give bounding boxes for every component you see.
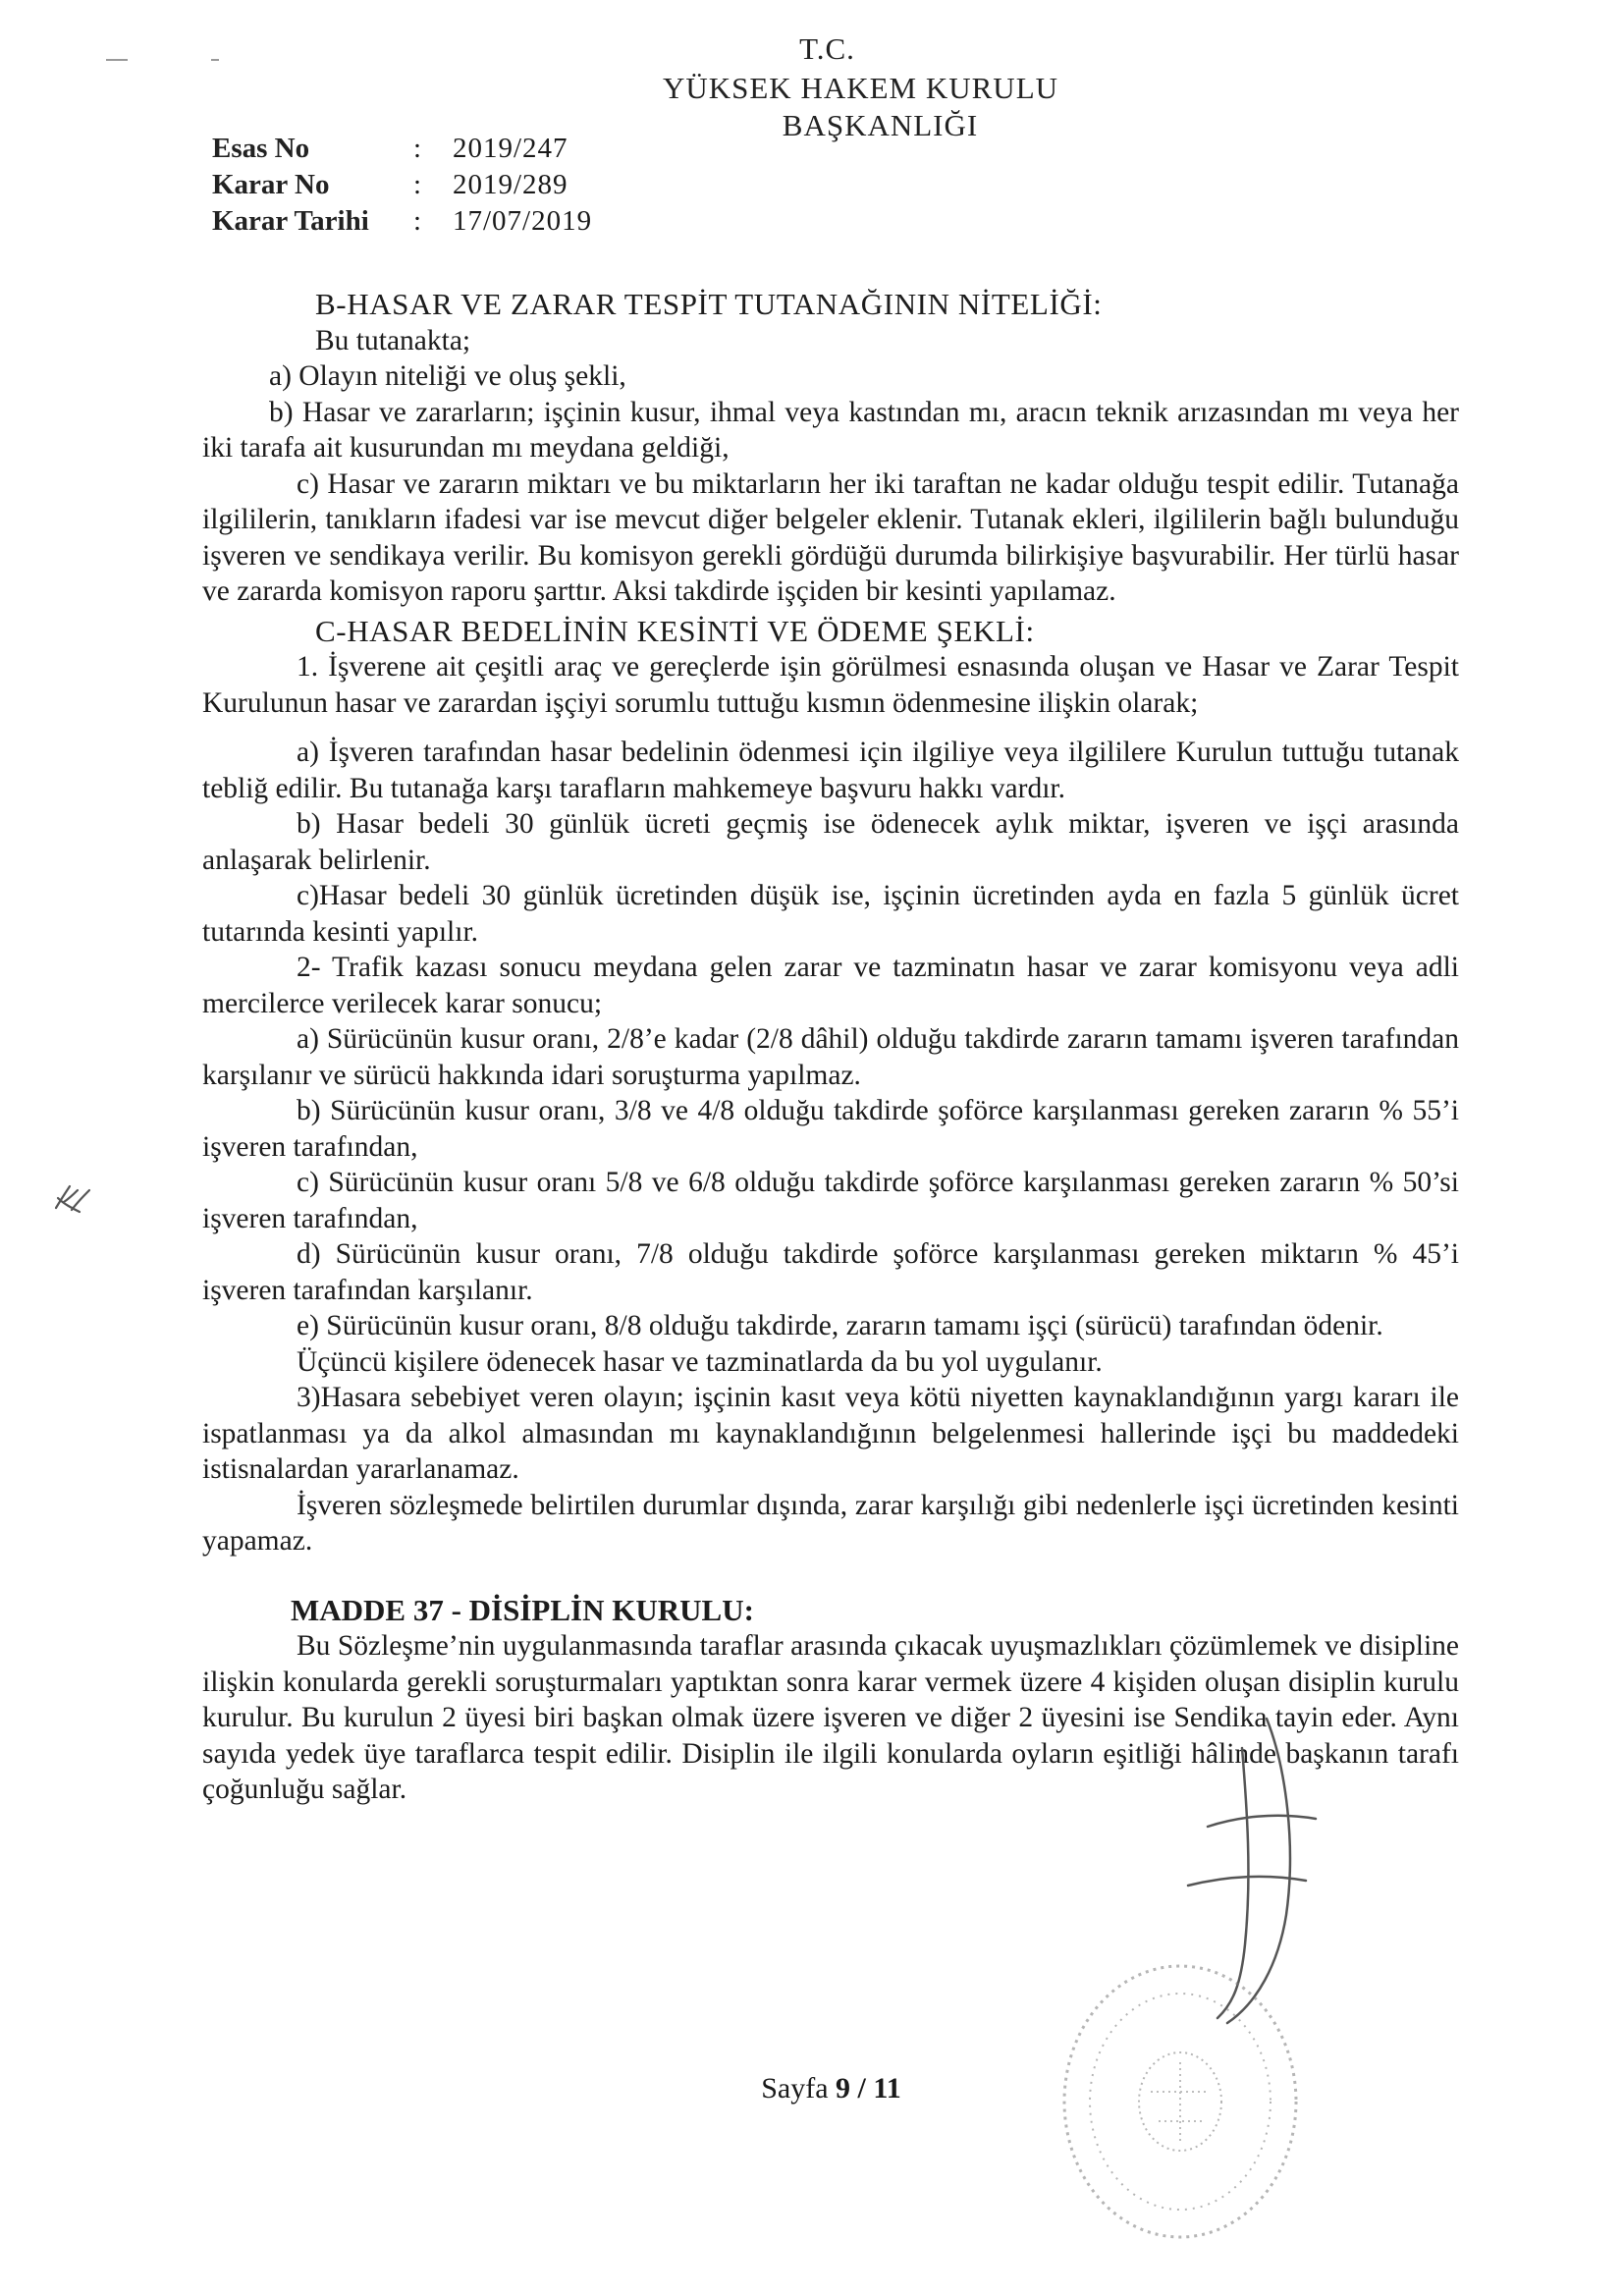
paragraph: 3)Hasara sebebiyet veren olayın; işçinin kasıt veya kötü niyetten kaynaklandığının yargı kararı ile ispatlanması ya da alkol almasından mı kaynaklandığının belgelenmesi hallerinde işçi bu maddedeki istisnalardan yararlanamaz. — [202, 1382, 1459, 1485]
paragraph: Üçüncü kişilere ödenecek hasar ve tazminatlarda da bu yol uygulanır. — [297, 1345, 1103, 1378]
meta-value: 17/07/2019 — [453, 205, 593, 237]
paragraph: c) Sürücünün kusur oranı 5/8 ve 6/8 olduğu takdirde şoförce karşılanması gereken zararın % 50’si işveren tarafından, — [202, 1167, 1459, 1234]
footer-page-word: Sayfa — [761, 2072, 829, 2105]
paragraph: e) Sürücünün kusur oranı, 8/8 olduğu takdirde, zararın tamamı işçi (sürücü) tarafından ödenir. — [297, 1310, 1383, 1341]
paragraph: b) Sürücünün kusur oranı, 3/8 ve 4/8 olduğu takdirde şoförce karşılanması gereken zararın % 55’i işveren tarafından, — [202, 1095, 1459, 1163]
meta-row-tarih — [212, 203, 592, 240]
handwritten-initials — [44, 1169, 103, 1228]
paragraph: a) Olayın niteliği ve oluş şekli, — [269, 360, 626, 392]
meta-value: 2019/289 — [453, 169, 568, 200]
paragraph: a) Sürücünün kusur oranı, 2/8’e kadar (2/8 dâhil) olduğu takdirde zararın tamamı işveren tarafından karşılanır ve sürücü hakkında idari soruşturma yapılmaz. — [202, 1023, 1459, 1091]
meta-value: 2019/247 — [453, 133, 568, 164]
header-country: T.C. — [799, 31, 855, 66]
meta-row-karar — [212, 167, 592, 203]
paragraph: Bu Sözleşme’nin uygulanmasında taraflar arasında çıkacak uyuşmazlıkları çözümlemek ve disipline ilişkin konularda gerekli soruşturmaları yaptıktan sonra karar vermek üzere 4 kişiden oluşan disiplin kurulu kurulur. Bu kurulun 2 üyesi biri başkan olmak üzere işveren ve diğer 2 üyesini ise Sendika tayin eder. Aynı sayıda yedek üye taraflarca tespit edilir. Disiplin ile ilgili konularda oyların eşitliği hâlinde başkanın tarafı çoğunluğu sağlar. — [202, 1630, 1459, 1805]
case-meta — [212, 131, 592, 240]
footer-total-pages: 11 — [873, 2072, 901, 2105]
header-department: BAŞKANLIĞI — [782, 108, 979, 142]
footer-separator: / — [857, 2072, 866, 2105]
paragraph: Bu tutanakta; — [315, 324, 471, 356]
paragraph: a) İşveren tarafından hasar bedelinin ödenmesi için ilgiliye veya ilgililere Kurulun tuttuğu tutanak tebliğ edilir. Bu tutanağa karşı tarafların mahkemeye başvuru hakkı vardır. — [202, 737, 1459, 804]
paragraph: b) Hasar bedeli 30 günlük ücreti geçmiş ise ödenecek aylık miktar, işveren ve işçi arasında anlaşarak belirlenir. — [202, 808, 1459, 876]
paragraph: İşveren sözleşmede belirtilen durumlar dışında, zarar karşılığı gibi nedenlerle işçi ücretinden kesinti yapamaz. — [202, 1489, 1459, 1557]
header-organization: YÜKSEK HAKEM KURULU — [662, 71, 1059, 105]
paragraph: 2- Trafik kazası sonucu meydana gelen zarar ve tazminatın hasar ve zarar komisyonu veya adli mercilerce verilecek karar sonucu; — [202, 952, 1459, 1019]
meta-label: Karar No — [212, 169, 330, 200]
meta-row-esas — [212, 131, 592, 167]
article-37-heading: MADDE 37 - DİSİPLİN KURULU: — [291, 1592, 754, 1627]
paragraph: d) Sürücünün kusur oranı, 7/8 olduğu takdirde şoförce karşılanması gereken miktarın % 45’i işveren tarafından karşılanır. — [202, 1238, 1459, 1306]
paragraph: b) Hasar ve zararların; işçinin kusur, ihmal veya kastından mı, aracın teknik arızasından mı veya her iki tarafa ait kusurundan mı meydana geldiği, — [202, 396, 1459, 464]
paragraph: 1. İşverene ait çeşitli araç ve gereçlerde işin görülmesi esnasında oluşan ve Hasar ve Zarar Tespit Kurulunun hasar ve zarardan işçiyi sorumlu tuttuğu kısmın ödenmesine ilişkin olarak; — [202, 651, 1459, 719]
page-footer — [0, 2072, 1623, 2105]
paragraph: c)Hasar bedeli 30 günlük ücretinden düşük ise, işçinin ücretinden ayda en fazla 5 günlük ücret tutarında kesinti yapılır. — [202, 880, 1459, 948]
footer-current-page: 9 — [836, 2072, 851, 2105]
meta-separator: : — [413, 205, 422, 237]
meta-label: Esas No — [212, 133, 310, 164]
section-c-heading: C-HASAR BEDELİNİN KESİNTİ VE ÖDEME ŞEKLİ: — [315, 613, 1035, 648]
meta-separator: : — [413, 169, 422, 200]
meta-label: Karar Tarihi — [212, 205, 369, 237]
section-b-heading: B-HASAR VE ZARAR TESPİT TUTANAĞININ NİTELİĞİ: — [315, 287, 1103, 321]
meta-separator: : — [413, 133, 422, 164]
document-body — [202, 283, 1459, 1808]
paragraph: c) Hasar ve zararın miktarı ve bu miktarların her iki taraftan ne kadar olduğu tespit edilir. Tutanağa ilgililerin, tanıkların ifadesi var ise mevcut diğer belgeler eklenir. Tutanak ekleri, ilgililerin bağlı bulunduğu işveren ve sendikaya verilir. Bu komisyon gerekli gördüğü durumda bilirkişiye başvurabilir. Her türlü hasar ve zararda komisyon raporu şarttır. Aksi takdirde işçiden bir kesinti yapılamaz. — [202, 467, 1459, 607]
